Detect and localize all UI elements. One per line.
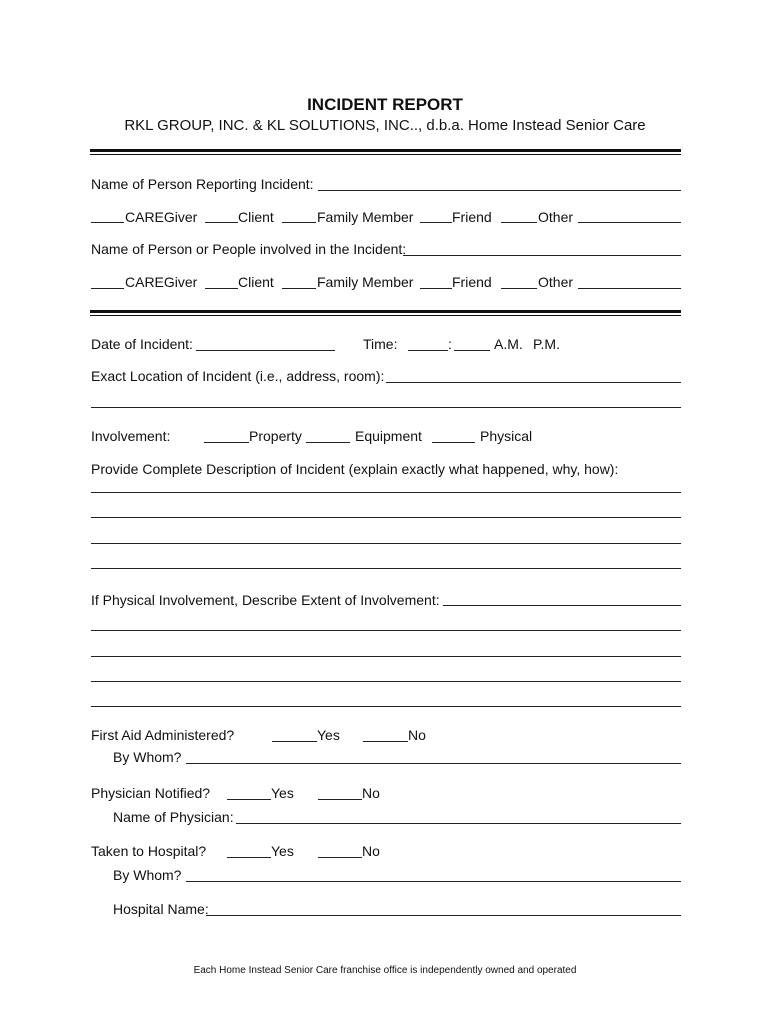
hospital-by-whom-field[interactable] <box>186 881 681 882</box>
reporter-family-blank[interactable] <box>282 222 316 223</box>
property-blank[interactable] <box>204 442 249 443</box>
time-minute-field[interactable] <box>454 350 490 351</box>
reporter-client-blank[interactable] <box>205 222 238 223</box>
involved-option-client: Client <box>238 274 274 290</box>
reporter-option-client: Client <box>238 209 274 225</box>
pm-option[interactable]: P.M. <box>533 336 560 352</box>
time-hour-field[interactable] <box>408 350 448 351</box>
involved-option-family: Family Member <box>317 274 414 290</box>
physician-name-label: Name of Physician: <box>113 809 234 825</box>
time-separator: : <box>448 336 452 352</box>
first-aid-label: First Aid Administered? <box>91 727 235 743</box>
physical-extent-label: If Physical Involvement, Describe Extent of Involvement: <box>91 592 440 608</box>
involved-caregiver-blank[interactable] <box>91 288 124 289</box>
footer-note: Each Home Instead Senior Care franchise office is independently owned and operated <box>193 965 577 976</box>
description-label: Provide Complete Description of Incident (explain exactly what happened, why, how): <box>91 461 619 477</box>
physical-blank[interactable] <box>432 442 475 443</box>
involved-option-caregiver: CAREGiver <box>125 274 198 290</box>
divider-thin <box>90 315 681 316</box>
divider-thick <box>90 149 681 152</box>
physical-extent-line[interactable] <box>91 630 681 631</box>
reporter-caregiver-blank[interactable] <box>91 222 124 223</box>
hospital-yes: Yes <box>271 843 294 859</box>
involved-label: Name of Person or People involved in the Incident: <box>91 241 407 257</box>
equipment-blank[interactable] <box>306 442 350 443</box>
hospital-yes-blank[interactable] <box>227 857 271 858</box>
physician-name-field[interactable] <box>236 823 681 824</box>
physical-extent-line[interactable] <box>91 656 681 657</box>
physician-yes: Yes <box>271 785 294 801</box>
location-label: Exact Location of Incident (i.e., address, room): <box>91 368 385 384</box>
date-field[interactable] <box>196 350 335 351</box>
form-title: INCIDENT REPORT <box>307 95 463 114</box>
hospital-name-label: Hospital Name: <box>113 901 209 917</box>
first-aid-yes-blank[interactable] <box>272 741 317 742</box>
location-field[interactable] <box>386 382 681 383</box>
description-line[interactable] <box>91 543 681 544</box>
physician-no: No <box>362 785 380 801</box>
hospital-label: Taken to Hospital? <box>91 843 207 859</box>
physical-extent-field[interactable] <box>443 605 681 606</box>
date-label: Date of Incident: <box>91 336 193 352</box>
location-field-line-2[interactable] <box>91 407 681 408</box>
reporter-option-other: Other <box>538 209 574 225</box>
physician-yes-blank[interactable] <box>227 799 271 800</box>
involved-option-friend: Friend <box>452 274 492 290</box>
first-aid-by-whom-label: By Whom? <box>113 749 182 765</box>
involvement-label: Involvement: <box>91 428 171 444</box>
physician-label: Physician Notified? <box>91 785 211 801</box>
form-subtitle: RKL GROUP, INC. & KL SOLUTIONS, INC.., d.b.a. Home Instead Senior Care <box>124 117 646 134</box>
involvement-option-property: Property <box>249 428 302 444</box>
description-line[interactable] <box>91 492 681 493</box>
involvement-option-equipment: Equipment <box>355 428 422 444</box>
physical-extent-line[interactable] <box>91 706 681 707</box>
hospital-by-whom-label: By Whom? <box>113 867 182 883</box>
reporter-option-friend: Friend <box>452 209 492 225</box>
involved-client-blank[interactable] <box>205 288 238 289</box>
first-aid-no-blank[interactable] <box>363 741 408 742</box>
reporter-option-caregiver: CAREGiver <box>125 209 198 225</box>
description-line[interactable] <box>91 517 681 518</box>
am-option[interactable]: A.M. <box>494 336 523 352</box>
reporter-friend-blank[interactable] <box>420 222 452 223</box>
divider-thin <box>90 154 681 155</box>
involved-other-blank[interactable] <box>501 288 537 289</box>
involvement-option-physical: Physical <box>480 428 533 444</box>
involved-friend-blank[interactable] <box>420 288 452 289</box>
reporter-other-field[interactable] <box>578 222 681 223</box>
reporter-other-blank[interactable] <box>501 222 537 223</box>
involved-family-blank[interactable] <box>282 288 316 289</box>
hospital-no: No <box>362 843 380 859</box>
involved-name-field[interactable] <box>403 255 681 256</box>
reporter-label: Name of Person Reporting Incident: <box>91 176 314 192</box>
time-label: Time: <box>363 336 398 352</box>
physician-no-blank[interactable] <box>318 799 362 800</box>
involved-other-field[interactable] <box>578 288 681 289</box>
reporter-option-family: Family Member <box>317 209 414 225</box>
description-line[interactable] <box>91 568 681 569</box>
first-aid-no: No <box>408 727 426 743</box>
reporter-name-field[interactable] <box>318 190 681 191</box>
hospital-no-blank[interactable] <box>318 857 362 858</box>
first-aid-yes: Yes <box>317 727 340 743</box>
divider-thick <box>90 310 681 313</box>
physical-extent-line[interactable] <box>91 681 681 682</box>
first-aid-by-whom-field[interactable] <box>186 763 681 764</box>
involved-option-other: Other <box>538 274 574 290</box>
hospital-name-field[interactable] <box>206 915 681 916</box>
